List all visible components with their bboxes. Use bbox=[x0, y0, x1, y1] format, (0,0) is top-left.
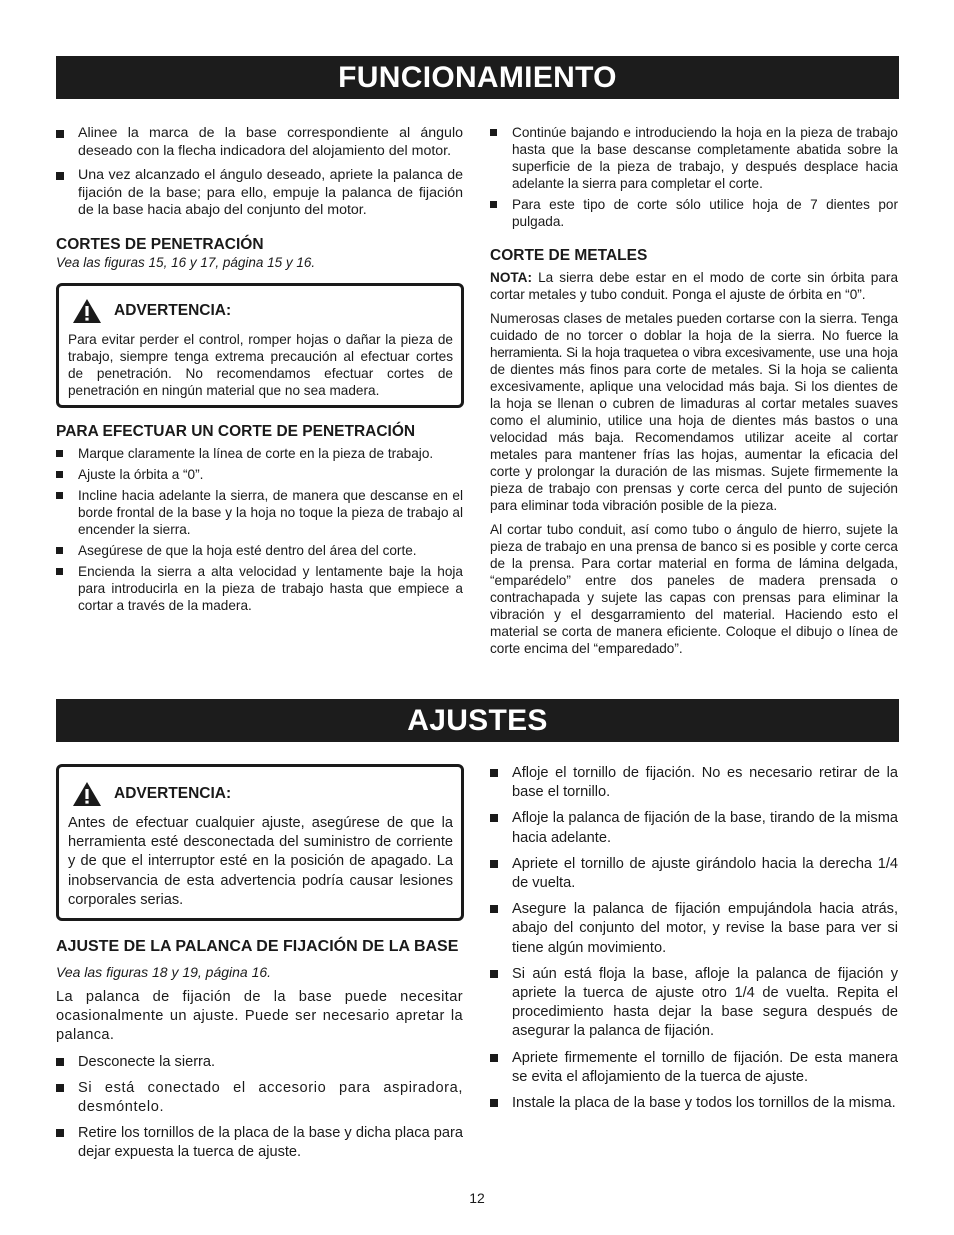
ajustes-right-bullet-list bbox=[490, 764, 898, 1113]
metales-paragraph-1 bbox=[490, 310, 898, 514]
paragraph-text: fuerce la herramienta. Si la hoja traquetea o vibra excesivamente, bbox=[490, 328, 898, 360]
page-number: 12 bbox=[469, 1190, 485, 1206]
list-item-text: Alinee la marca de la base correspondiente al ángulo deseado con la flecha indicadora del alojamiento del motor. bbox=[78, 125, 463, 159]
paragraph-text: use una hoja de dientes más finos para corte de metales. Si la hoja se calienta excesivamente, aplique una velocidad más baja. Si los dientes de la hoja se llenan o cubren de limaduras al cortar metales suaves como el aluminio, utilice una hoja de dientes más bastos o una velocidad más baja. Recomendamos utilizar aceite al cortar metales para mantener frías las hojas, aumentar la eficacia del corte y prolongar la duración de las mismas. Sujete firmemente la pieza de trabajo con prensas y corte cerca del punto de sujeción para eliminar toda vibración posible de la pieza. bbox=[490, 345, 898, 513]
ajustes-left-bullet-list bbox=[56, 1053, 463, 1163]
list-item-text: Si está conectado el accesorio para aspiradora, desmóntelo. bbox=[78, 1079, 463, 1116]
list-item bbox=[56, 563, 463, 614]
metales-paragraph-2: Al cortar tubo conduit, así como tubo o ángulo de hierro, sujete la pieza de trabajo en una prensa de banco si es posible y corte cerca de la prensa. Para cortar material en forma de lámina delgada, “emparédelo” entre dos paneles de madera prensada o contrachapada y sujete las capas con prensas para eliminar la vibración y el desgarramiento del material. Haciendo esto el material se corta de manera eficiente. Coloque el dibujo o línea de corte encima del “emparedado”. bbox=[490, 522, 898, 656]
list-item bbox=[490, 965, 898, 1042]
ajustes-left-column bbox=[56, 764, 463, 1170]
list-item-text: Una vez alcanzado el ángulo deseado, apriete la palanca de fijación de la base; para ello, empuje la palanca de fijación de la base hacia abajo del conjunto del motor. bbox=[78, 167, 463, 219]
right-bullet-list bbox=[490, 124, 898, 230]
funcionamiento-left-column bbox=[56, 125, 463, 618]
list-item-text: Instale la placa de la base y todos los tornillos de la misma. bbox=[512, 1095, 896, 1112]
list-item-text: Afloje el tornillo de fijación. No es necesario retirar de la base el tornillo. bbox=[512, 765, 898, 801]
bullet-icon bbox=[56, 1129, 64, 1137]
funcionamiento-right-column bbox=[490, 124, 898, 664]
list-item bbox=[56, 466, 463, 483]
warning-triangle-icon bbox=[72, 298, 102, 324]
heading-cortes-de-penetracion: CORTES DE PENETRACIÓN bbox=[56, 235, 264, 253]
bullet-icon bbox=[56, 1084, 64, 1092]
list-item-text: Incline hacia adelante la sierra, de manera que descanse en el borde frontal de la base y la hoja no toque la pieza de trabajo al encender la sierra. bbox=[78, 487, 463, 537]
heading-corte-de-metales: CORTE DE METALES bbox=[490, 247, 648, 264]
bullet-icon bbox=[490, 905, 498, 913]
list-item-text: Apriete el tornillo de ajuste girándolo hacia la derecha 1/4 de vuelta. bbox=[512, 855, 898, 892]
list-item-text: Para este tipo de corte sólo utilice hoja de 7 dientes por pulgada. bbox=[512, 197, 898, 229]
list-item bbox=[490, 809, 898, 847]
list-item-text: Asegure la palanca de fijación empujándola hacia atrás, abajo del conjunto del motor, y revise la base para ver si tiene algún movimiento. bbox=[512, 901, 898, 956]
list-item bbox=[490, 1049, 898, 1087]
bullet-icon bbox=[490, 1099, 498, 1107]
list-item-text: Asegúrese de que la hoja esté dentro del área del corte. bbox=[78, 542, 417, 558]
nota-label: NOTA: bbox=[490, 270, 533, 285]
section-title-ajustes: AJUSTES bbox=[56, 699, 899, 742]
warning-text: Antes de efectuar cualquier ajuste, asegúrese de que la herramienta esté desconectada del suministro de corriente y de que el interruptor esté en la posición de apagado. La inobservancia de esta advertencia podría causar lesiones corporales serias. bbox=[68, 815, 453, 908]
intro-bullet-list bbox=[56, 125, 463, 220]
list-item bbox=[490, 124, 898, 192]
warning-title: ADVERTENCIA: bbox=[114, 785, 232, 803]
list-item-text: Retire los tornillos de la placa de la base y dicha placa para dejar expuesta la tuerca de ajuste. bbox=[78, 1125, 463, 1161]
warning-header bbox=[68, 298, 453, 324]
list-item bbox=[490, 1094, 898, 1113]
bullet-icon bbox=[56, 450, 63, 457]
list-item bbox=[56, 1053, 463, 1072]
ajustes-right-column bbox=[490, 764, 898, 1120]
bullet-icon bbox=[56, 568, 63, 575]
list-item bbox=[490, 764, 898, 802]
list-item bbox=[56, 167, 463, 220]
list-item bbox=[56, 1124, 463, 1162]
bullet-icon bbox=[490, 129, 497, 136]
bullet-icon bbox=[56, 492, 63, 499]
bullet-icon bbox=[490, 814, 498, 822]
bullet-icon bbox=[56, 130, 64, 138]
nota-text: La sierra debe estar en el modo de corte sin órbita para cortar metales y tubo conduit. Ponga el ajuste de órbita en “0”. bbox=[490, 270, 898, 302]
heading-efectuar-corte: PARA EFECTUAR UN CORTE DE PENETRACIÓN bbox=[56, 422, 416, 440]
warning-box bbox=[56, 764, 464, 921]
list-item-text: Desconecte la sierra. bbox=[78, 1053, 216, 1070]
list-item-text: Ajuste la órbita a “0”. bbox=[78, 466, 204, 482]
bullet-icon bbox=[490, 970, 498, 978]
warning-header bbox=[68, 781, 453, 807]
list-item-text: Continúe bajando e introduciendo la hoja en la pieza de trabajo hasta que la base descanse completamente abatida sobre la superficie de la pieza de trabajo, y después desplace hacia adelante la sierra para completar el corte. bbox=[512, 125, 898, 191]
bullet-icon bbox=[56, 471, 63, 478]
list-item-text: Marque claramente la línea de corte en la pieza de trabajo. bbox=[78, 445, 434, 461]
bullet-icon bbox=[490, 769, 498, 777]
list-item bbox=[490, 855, 898, 893]
paragraph-text: Numerosas clases de metales pueden cortarse con la sierra. Tenga cuidado de no torcer o doblar la hoja de la sierra. No bbox=[490, 311, 898, 343]
section-title-funcionamiento: FUNCIONAMIENTO bbox=[56, 56, 899, 99]
bullet-icon bbox=[490, 1054, 498, 1062]
list-item-text: Encienda la sierra a alta velocidad y lentamente baje la hoja para introducirla en la pieza de trabajo hasta que empiece a cortar a través de la madera. bbox=[78, 563, 463, 613]
list-item bbox=[490, 900, 898, 958]
list-item bbox=[56, 125, 463, 160]
warning-triangle-icon bbox=[72, 781, 102, 807]
bullet-icon bbox=[56, 547, 63, 554]
warning-box bbox=[56, 283, 464, 408]
bullet-icon bbox=[56, 172, 64, 180]
list-item bbox=[56, 1079, 463, 1117]
palanca-intro-paragraph: La palanca de fijación de la base puede necesitar ocasionalmente un ajuste. Puede ser necesario apretar la palanca. bbox=[56, 989, 463, 1044]
figure-reference: Vea las figuras 18 y 19, página 16. bbox=[56, 964, 272, 981]
warning-title: ADVERTENCIA: bbox=[114, 302, 232, 320]
list-item-text: Apriete firmemente el tornillo de fijación. De esta manera se evita el aflojamiento de la tuerca de ajuste. bbox=[512, 1049, 898, 1085]
list-item bbox=[56, 542, 463, 559]
efectuar-bullet-list bbox=[56, 445, 463, 614]
figure-reference: Vea las figuras 15, 16 y 17, página 15 y 16. bbox=[56, 254, 316, 270]
heading-ajuste-palanca: AJUSTE DE LA PALANCA DE FIJACIÓN DE LA BASE bbox=[56, 938, 459, 956]
nota-paragraph bbox=[490, 269, 898, 303]
list-item bbox=[56, 487, 463, 538]
list-item bbox=[490, 196, 898, 230]
bullet-icon bbox=[490, 201, 497, 208]
bullet-icon bbox=[490, 860, 498, 868]
list-item-text: Si aún está floja la base, afloje la palanca de fijación y apriete la tuerca de ajuste otro 1/4 de vuelta. Repita el procedimiento hasta dejar la base segura después de asegurar la palanca de fijación. bbox=[512, 965, 898, 1040]
warning-text: Para evitar perder el control, romper hojas o dañar la pieza de trabajo, siempre tenga extrema precaución al efectuar cortes de penetración. No recomendamos efectuar cortes de penetración en ningún material que no sea madera. bbox=[68, 331, 453, 398]
list-item bbox=[56, 445, 463, 462]
bullet-icon bbox=[56, 1058, 64, 1066]
list-item-text: Afloje la palanca de fijación de la base, tirando de la misma hacia adelante. bbox=[512, 810, 898, 846]
